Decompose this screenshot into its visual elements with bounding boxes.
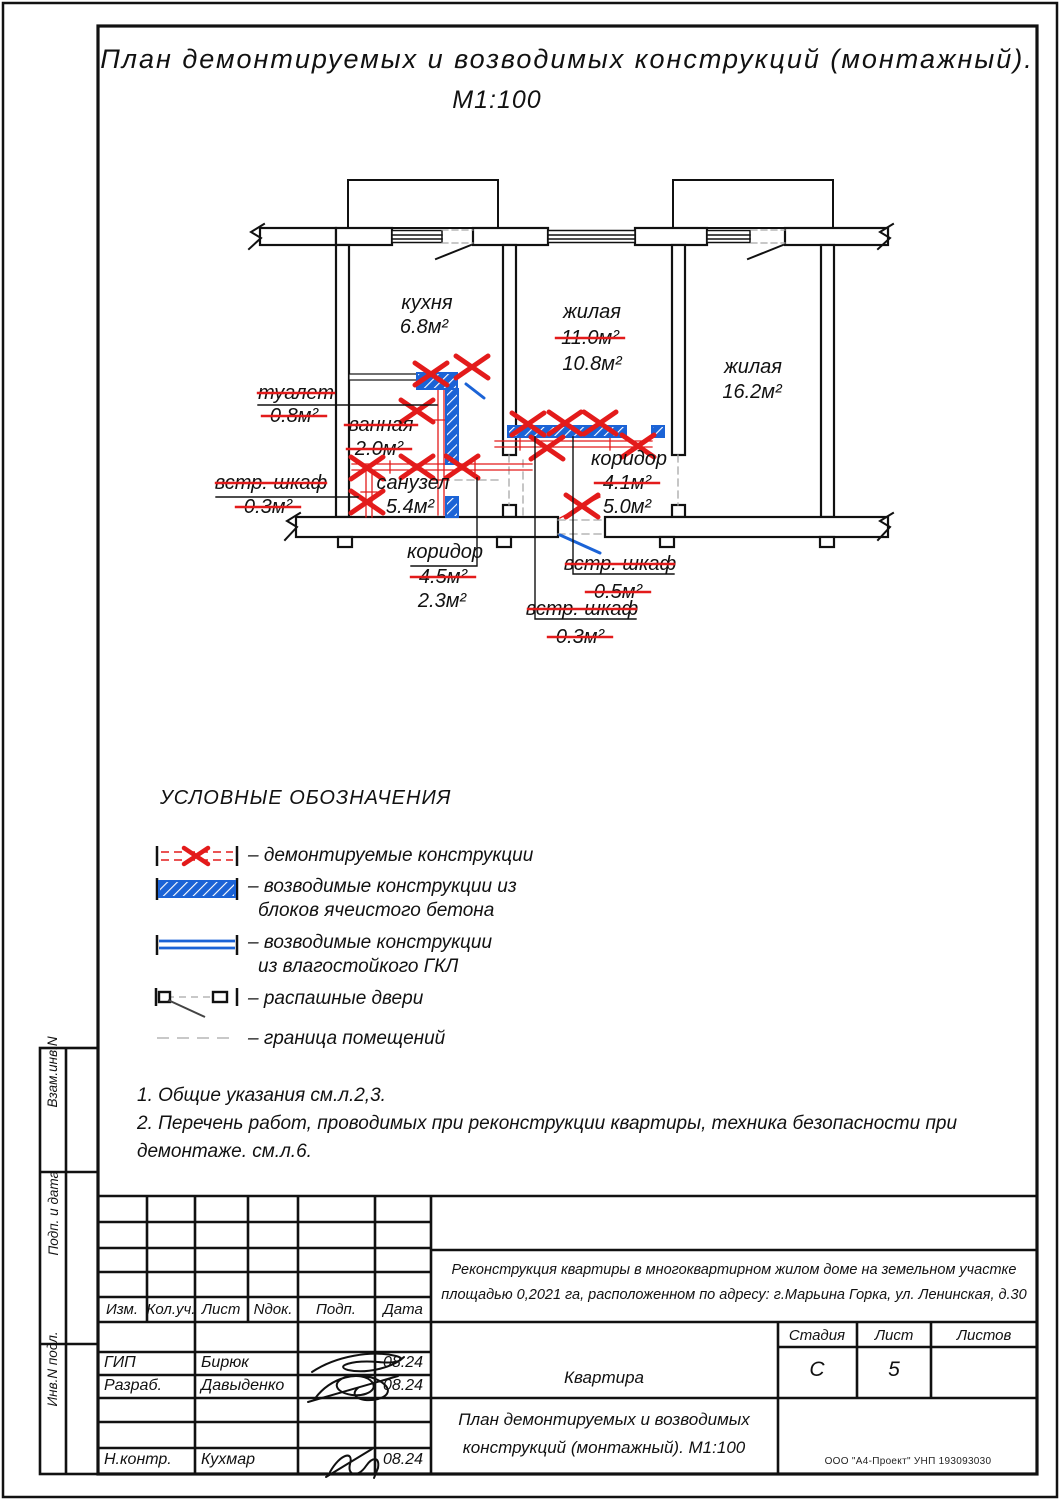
room-area-new: 5.0м² (602, 496, 652, 518)
sheet-scale: М1:100 (452, 86, 542, 114)
room-label: туалет (258, 382, 334, 404)
stamp-header-izm: Изм. (106, 1301, 138, 1318)
sheet-title: План демонтируемых и возводимых конструкций (монтажный). (100, 44, 1034, 74)
stamp-name: Кухмар (201, 1451, 256, 1468)
note-1: 1. Общие указания см.л.2,3. (137, 1085, 386, 1106)
room-label: встр. шкаф (214, 472, 328, 494)
room-area-old: 4.5м² (418, 566, 468, 588)
door-leaf-living (748, 245, 783, 259)
room-area: 6.8м² (399, 316, 449, 338)
wall-toilet-top (349, 374, 417, 380)
stamp-stage-value: С (809, 1358, 825, 1381)
wall-left (336, 245, 349, 517)
legend-item-label: из влагостойкого ГКЛ (258, 956, 459, 977)
stamp-date: 08.24 (382, 1377, 424, 1394)
stamp-date: 08.24 (382, 1451, 424, 1468)
side-label-vzam: Взам.инв.N (45, 1036, 61, 1108)
room-area: 0.5м² (593, 581, 643, 603)
note-2: 2. Перечень работ, проводимых при реконструкции квартиры, техника безопасности при демонтаже. см.л.6. (137, 1113, 958, 1162)
balcony-left (348, 180, 498, 228)
wall-right (821, 245, 834, 517)
room-label: коридор (406, 541, 484, 563)
room-label: санузел (376, 472, 450, 494)
room-area-old: 11.0м² (561, 327, 619, 349)
legend-title: УСЛОВНЫЕ ОБОЗНАЧЕНИЯ (160, 787, 452, 809)
floor-plan (215, 180, 893, 648)
room-area: 0.3м² (555, 626, 605, 648)
legend-item-label: – граница помещений (248, 1028, 446, 1049)
legend-demolition-symbol (153, 843, 241, 869)
stamp-header-podp: Подп. (316, 1301, 356, 1318)
room-area: 5.4м² (385, 496, 435, 518)
side-label-podp-data: Подп. и дата (45, 1170, 61, 1256)
legend-blocks-symbol (153, 876, 241, 902)
room-label: коридор (590, 448, 668, 470)
stamp-header-ndok: Nдок. (253, 1301, 293, 1318)
side-label-inv: Инв.N подл. (45, 1331, 61, 1407)
stamp-role: Н.контр. (104, 1451, 172, 1468)
stamp-stage-label: Стадия (788, 1327, 846, 1344)
stamp-name: Давыденко (201, 1377, 285, 1394)
room-label: ванная (348, 414, 414, 436)
stamp-object: Квартира (564, 1368, 644, 1387)
stamp-company: ООО "А4-Проект" УНП 193093030 (824, 1456, 992, 1467)
legend-item-label: блоков ячеистого бетона (258, 900, 495, 921)
legend-door-symbol (153, 984, 241, 1020)
stamp-role: ГИП (104, 1354, 136, 1371)
room-label: встр. шкаф (525, 598, 639, 620)
door-leaf-kitchen (436, 245, 471, 259)
stamp-sheet-label: Лист (874, 1327, 914, 1344)
wall-kitchen-living (503, 245, 516, 455)
legend-item-label: – демонтируемые конструкции (248, 845, 534, 866)
legend-item-label: – возводимые конструкции из (248, 876, 517, 897)
stamp-role: Разраб. (104, 1377, 162, 1394)
room-area: 0.3м² (243, 496, 293, 518)
room-label: жилая (724, 356, 782, 378)
stamp-sheets-label: Листов (956, 1327, 1012, 1344)
room-label: встр. шкаф (563, 553, 677, 575)
room-area: 16.2м² (722, 381, 782, 403)
legend-boundary-symbol (153, 1028, 241, 1048)
stamp-project-name: Реконструкция квартиры в многоквартирном жилом доме на земельном участке площадью 0,2021 га, расположенном по адресу: г.Марьина Горка, ул. Ленинская, д.30 (441, 1262, 1027, 1303)
balcony-right (673, 180, 833, 228)
room-label: кухня (401, 292, 453, 314)
room-area: 0.8м² (269, 405, 319, 427)
exterior-wall-bottom (296, 517, 888, 547)
stamp-date: 08.24 (382, 1354, 424, 1371)
room-area-new: 10.8м² (562, 353, 622, 375)
room-area-new: 2.3м² (417, 590, 467, 612)
wall-living-living (672, 245, 685, 455)
stamp-name: Бирюк (201, 1354, 249, 1371)
stamp-doc-title: План демонтируемых и возводимых (458, 1410, 750, 1429)
stamp-doc-title: конструкций (монтажный). М1:100 (462, 1438, 746, 1457)
legend-gkl-symbol (153, 932, 241, 958)
room-label: жилая (563, 301, 621, 323)
room-area: 2.0м² (354, 438, 404, 460)
stamp-header-data: Дата (383, 1301, 423, 1318)
room-area-old: 4.1м² (602, 472, 652, 494)
legend-item-label: – распашные двери (248, 988, 424, 1009)
stamp-header-list: Лист (201, 1301, 241, 1318)
stamp-header-koluch: Кол.уч. (146, 1301, 196, 1318)
stamp-sheet-value: 5 (888, 1358, 900, 1381)
legend-item-label: – возводимые конструкции (248, 932, 493, 953)
